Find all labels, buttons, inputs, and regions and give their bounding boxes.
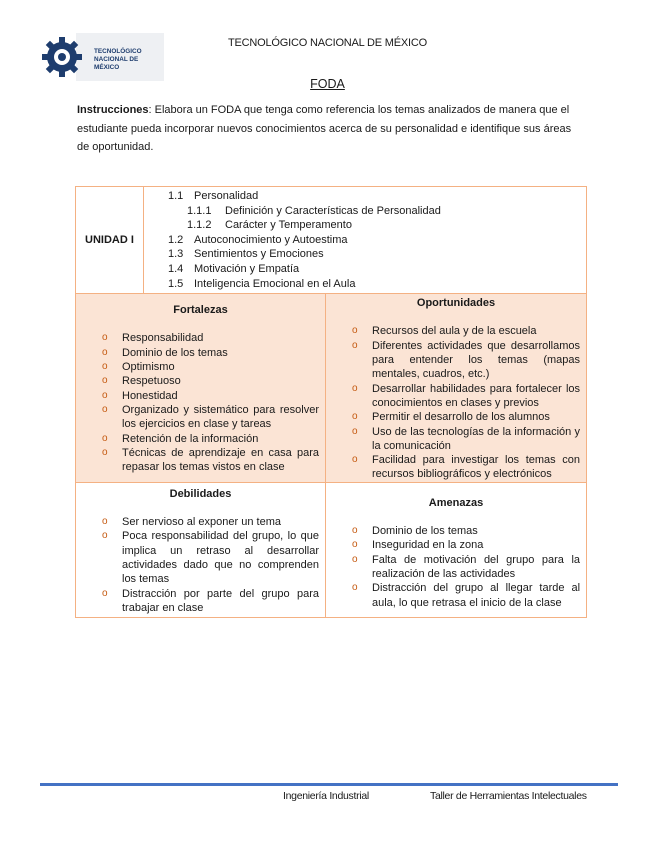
list-item: o Dominio de los temas <box>326 524 586 538</box>
amenazas-list <box>326 524 586 610</box>
list-item: o Diferentes actividades que desarrollamos para entender los temas (mapas mentales, cuadros, etc.) <box>326 339 586 382</box>
fortalezas-cell <box>76 294 326 483</box>
topic-number: 1.1 <box>168 190 184 202</box>
debilidades-title: Debilidades <box>169 487 232 500</box>
topic-item <box>144 233 586 248</box>
footer-right: Taller de Herramientas Intelectuales <box>430 790 587 802</box>
topic-text: Personalidad <box>194 190 259 202</box>
topic-item <box>144 204 586 219</box>
amenazas-cell <box>326 482 587 617</box>
topic-item <box>144 189 586 204</box>
topic-text: Carácter y Temperamento <box>225 219 352 232</box>
list-item: o Optimismo <box>76 360 325 374</box>
list-item: o Inseguridad en la zona <box>326 538 586 552</box>
logo-text <box>94 48 164 72</box>
oportunidades-list <box>326 324 586 481</box>
list-item: o Respetuoso <box>76 374 325 388</box>
topic-item <box>144 277 586 292</box>
oportunidades-cell <box>326 294 587 483</box>
list-item: o Dominio de los temas <box>76 346 325 360</box>
topic-text: Autoconocimiento y Autoestima <box>194 233 348 246</box>
list-item: o Distracción del grupo al llegar tarde al aula, lo que retrasa el inicio de la clase <box>326 581 586 610</box>
topic-number: 1.5 <box>168 277 184 290</box>
foda-table <box>75 186 587 618</box>
amenazas-title: Amenazas <box>428 496 484 509</box>
list-item: o Responsabilidad <box>76 331 325 345</box>
list-item: o Recursos del aula y de la escuela <box>326 324 586 338</box>
instructions-text: : Elabora un FODA que tenga como referencia los temas analizados de manera que el estudiante pueda incorporar nuevos conocimientos acerca de su personalidad e identifique sus áreas de oportunidad. <box>77 104 572 153</box>
topic-item <box>144 262 586 277</box>
topic-number: 1.1.1 <box>187 204 212 217</box>
list-item: o Falta de motivación del grupo para la realización de las actividades <box>326 553 586 582</box>
page-title: FODA <box>310 77 345 91</box>
list-item: o Distracción por parte del grupo para trabajar en clase <box>76 587 325 616</box>
oportunidades-title: Oportunidades <box>416 297 496 310</box>
topic-item <box>144 247 586 262</box>
list-item: o Permitir el desarrollo de los alumnos <box>326 410 586 424</box>
unit-topics <box>144 187 587 294</box>
topic-text: Sentimientos y Emociones <box>194 248 324 261</box>
logo-line-1: TECNOLÓGICO <box>94 48 142 55</box>
list-item: o Poca responsabilidad del grupo, lo que implica un retraso al desarrollar actividades dado que no comprenden los temas <box>76 529 325 586</box>
topic-number: 1.4 <box>168 262 184 275</box>
instructions-label: Instrucciones <box>77 104 149 116</box>
list-item: o Uso de las tecnologías de la información y la comunicación <box>326 425 586 454</box>
footer-left: Ingeniería Industrial <box>283 790 369 802</box>
list-item: o Retención de la información <box>76 432 325 446</box>
topic-item <box>144 218 586 233</box>
topic-number: 1.2 <box>168 233 184 246</box>
list-item: o Facilidad para investigar los temas con recursos bibliográficos y electrónicos <box>326 453 586 482</box>
list-item: o Técnicas de aprendizaje en casa para repasar los temas vistos en clase <box>76 446 325 475</box>
list-item: o Honestidad <box>76 389 325 403</box>
unit-row <box>76 187 587 294</box>
topic-text: Motivación y Empatía <box>194 262 300 275</box>
logo-line-2: NACIONAL DE MÉXICO <box>94 56 139 71</box>
list-item: o Ser nervioso al exponer un tema <box>76 515 325 529</box>
topic-text: Inteligencia Emocional en el Aula <box>194 277 356 290</box>
list-item: o Desarrollar habilidades para fortalecer los conocimientos en clases y previos <box>326 382 586 411</box>
footer-divider <box>40 783 618 786</box>
instructions <box>77 101 582 157</box>
list-item: o Organizado y sistemático para resolver los ejercicios en clase y tareas <box>76 403 325 432</box>
page-header: TECNOLÓGICO NACIONAL DE MÉXICO <box>228 37 427 49</box>
topic-text: Definición y Características de Personalidad <box>225 204 441 217</box>
topic-number: 1.1.2 <box>187 219 212 232</box>
debilidades-list <box>76 515 325 615</box>
topic-number: 1.3 <box>168 248 184 261</box>
strengths-opportunities-row <box>76 294 587 483</box>
unit-label: UNIDAD I <box>76 187 144 294</box>
weaknesses-threats-row <box>76 482 587 617</box>
fortalezas-title: Fortalezas <box>173 304 228 317</box>
debilidades-cell <box>76 482 326 617</box>
fortalezas-list <box>76 331 325 474</box>
